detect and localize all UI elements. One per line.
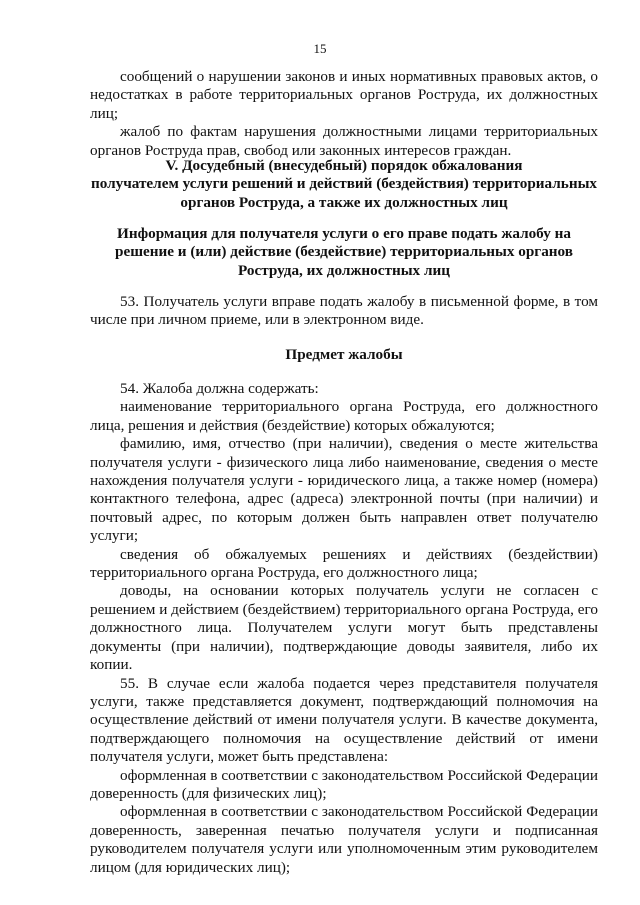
paragraph: 54. Жалоба должна содержать: [120,380,319,397]
section-title [90,157,598,212]
paragraph: 55. В случае если жалоба подается через представителя получателя услуги, также представляется документ, подтверждающий полномочия на осуществление действий от имени получателя услуги. В качестве документа, подтверждающего полномочия на осуществление действий от имени получателя услуги, может быть представлена: [90,674,598,766]
info-title-line: решение и (или) действие (бездействие) территориальных органов [115,243,573,261]
info-title-line: Роструда, их должностных лиц [238,261,450,279]
page-number: 15 [313,41,327,56]
paragraph: сведения об обжалуемых решениях и действиях (бездействии) территориального органа Роструда, его должностного лица; [90,545,598,582]
paragraph: наименование территориального органа Роструда, его должностного лица, решения и действия (бездействие) которых обжалуются; [90,398,598,434]
section-title-line: органов Роструда, а также их должностных лиц [180,193,508,211]
info-title-line: Информация для получателя услуги о его праве подать жалобу на [117,225,571,242]
paragraph: сообщений о нарушении законов и иных нормативных правовых актов, о недостатках в работе территориальных органов Роструда, их должностных лиц; [90,68,598,122]
paragraph-53: 53. Получатель услуги вправе подать жалобу в письменной форме, в том числе при личном приеме, или в электронном виде. [90,293,598,329]
section-title-line: V. Досудебный (внесудебный) порядок обжалования [165,157,523,174]
paragraph: фамилию, имя, отчество (при наличии), сведения о месте жительства получателя услуги - физического лица либо наименование, сведения о месте нахождения получателя услуги - юридического лица, а также номер (номера) контактного телефона, адрес (адреса) электронной почты (при наличии) и почтовый адрес, по которым должен быть направлен ответ получателю услуги; [90,435,598,545]
info-title [90,225,598,280]
paragraph: оформленная в соответствии с законодательством Российской Федерации доверенность, заверенная печатью получателя услуги и подписанная руководителем получателя услуги или уполномоченным этим руководителем лицом (для юридических лиц); [90,803,598,876]
subject-title: Предмет жалобы [285,346,403,363]
subject-title-block [90,346,598,364]
paragraph-54-block [90,380,598,877]
top-block [90,68,598,160]
paragraph: жалоб по фактам нарушения должностными лицами территориальных органов Роструда прав, свобод или законных интересов граждан. [90,123,598,159]
paragraph: оформленная в соответствии с законодательством Российской Федерации доверенность (для физических лиц); [90,766,598,802]
section-title-line: получателем услуги решений и действий (бездействия) территориальных [90,175,598,193]
paragraph: доводы, на основании которых получатель услуги не согласен с решением и действием (бездействием) территориального органа Роструда, его должностного лица. Получателем услуги могут быть представлены документы (при наличии), подтверждающие доводы заявителя, либо их копии. [90,582,598,674]
paragraph-53-block [90,293,598,330]
